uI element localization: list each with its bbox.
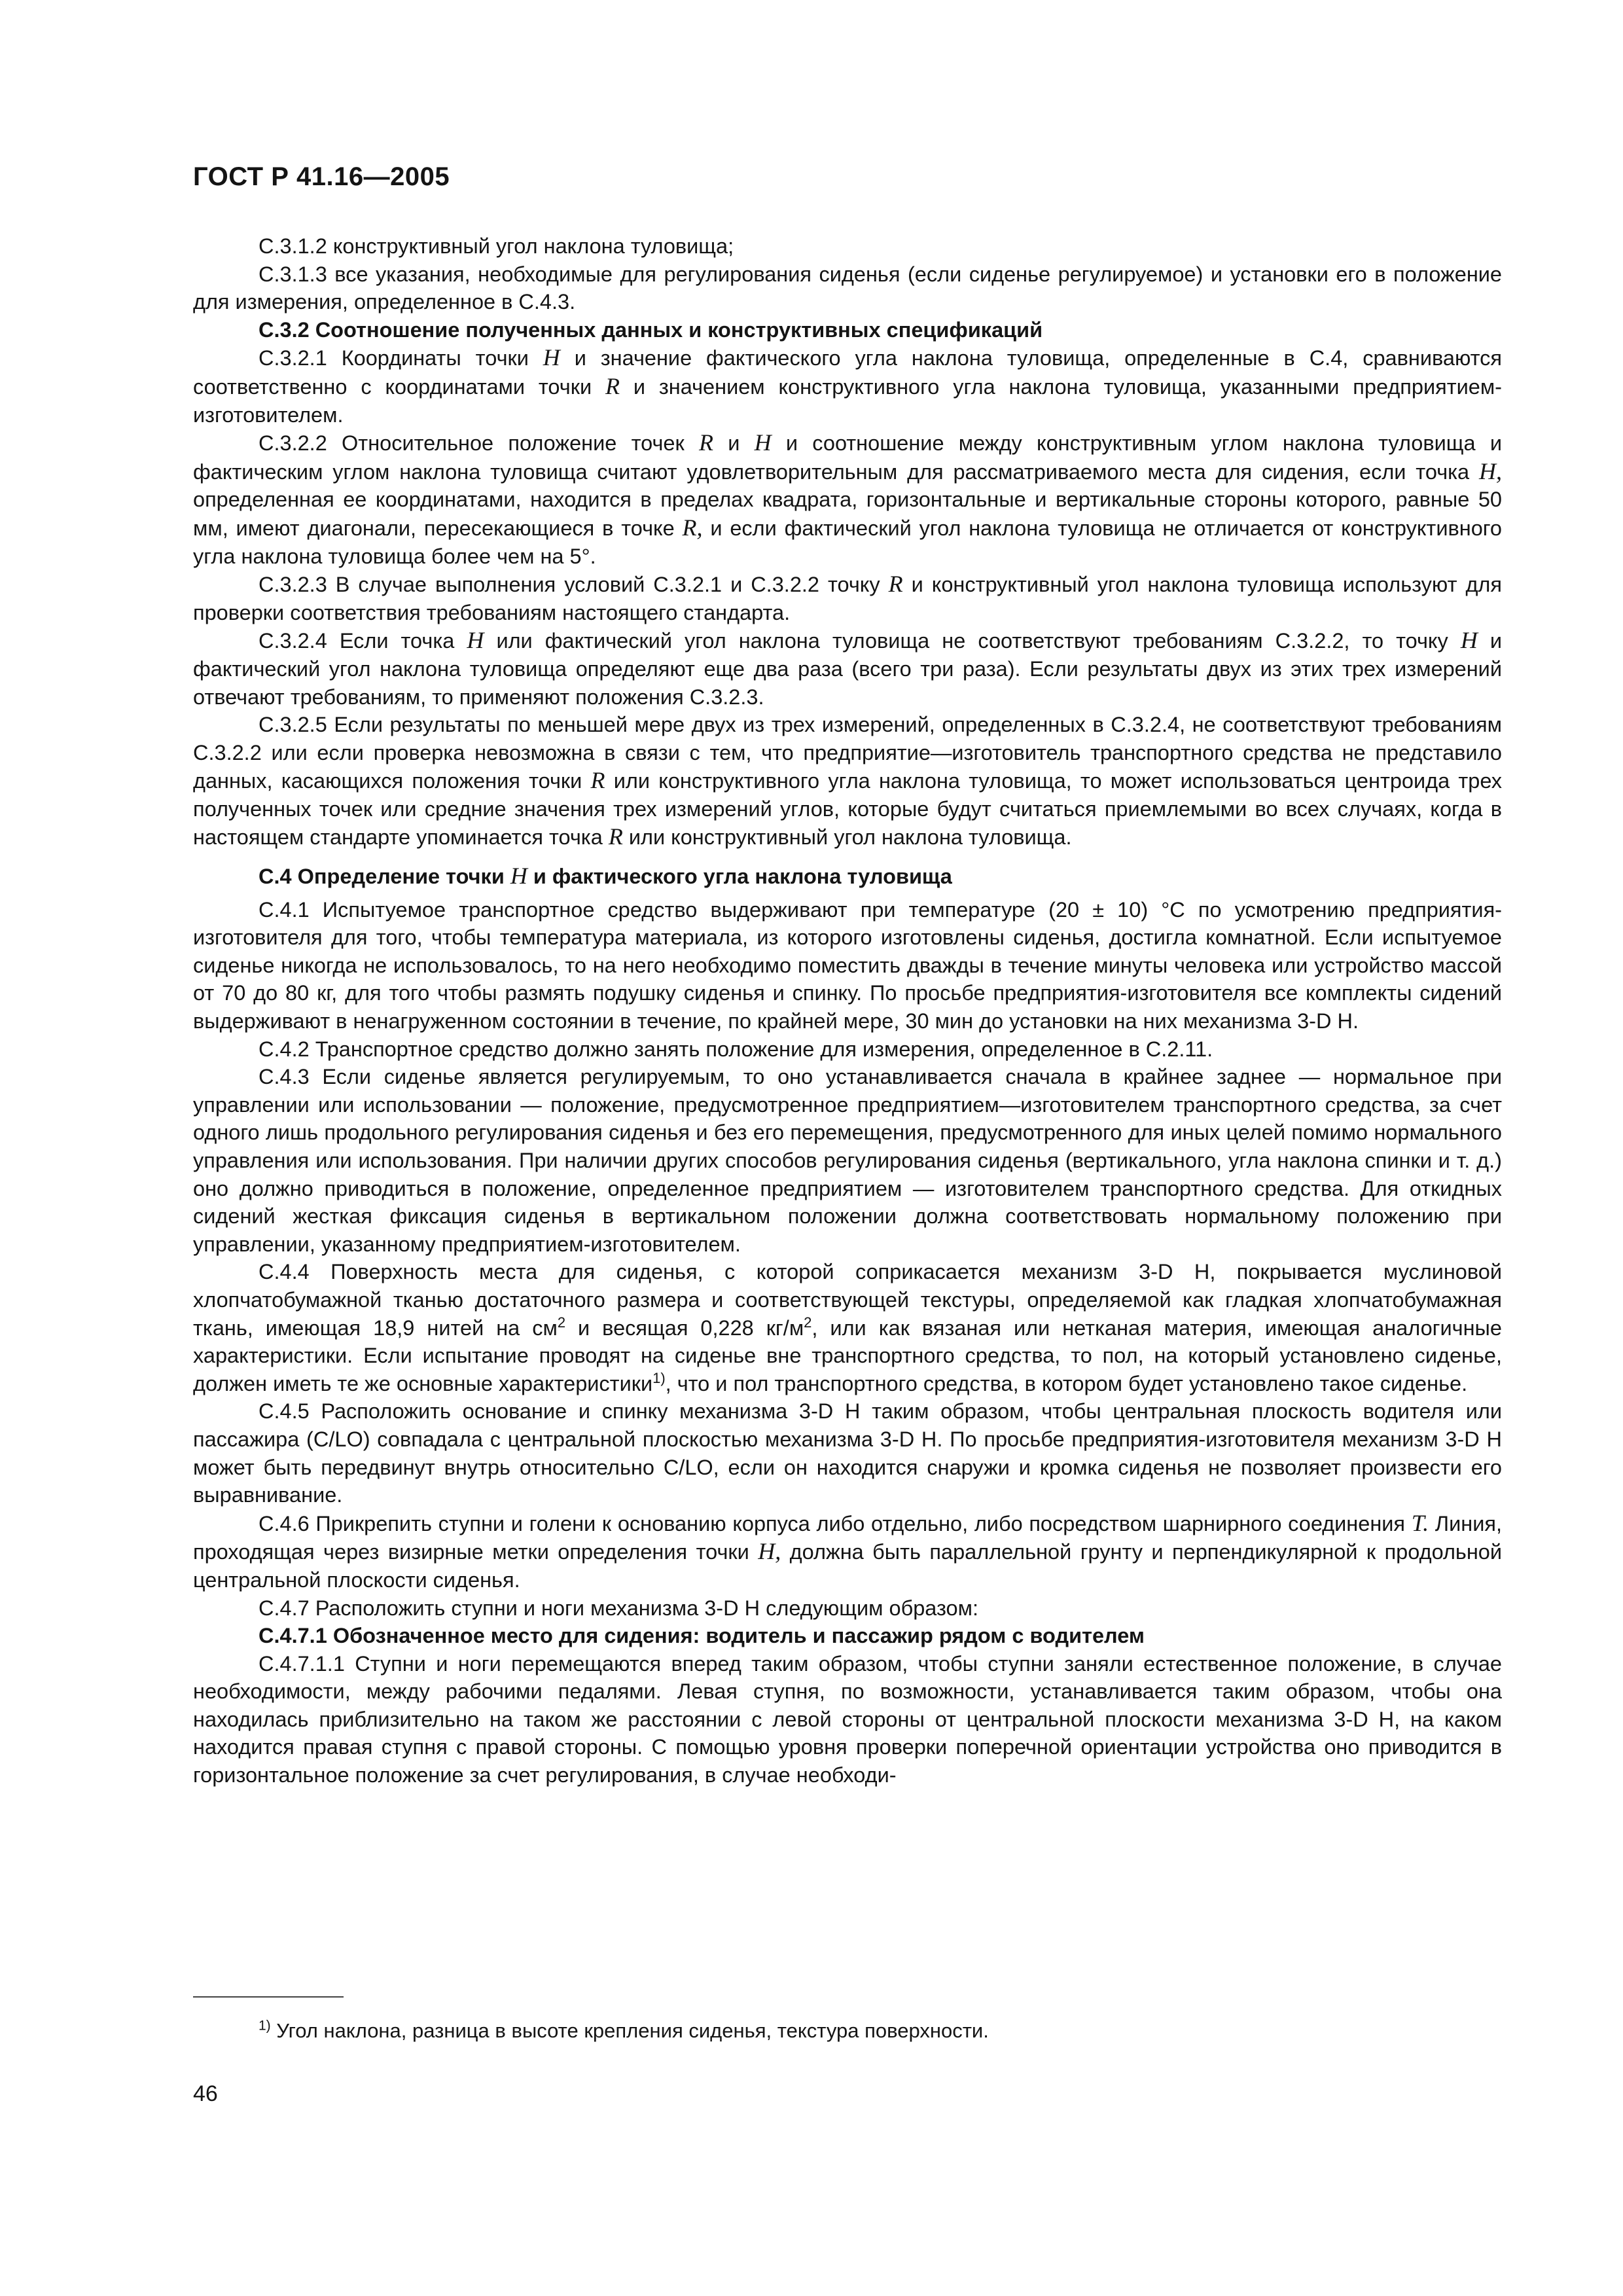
paragraph-c-3-2-4: С.3.2.4 Если точка H или фактический угол наклона туловища не соответствуют требованиям С.3.2.2, то точку H и фактический угол наклона туловища определяют еще два раза (всего три раза). Если результаты двух из этих трех измерений отвечают требованиям, то применяют положения С.3.2.3. xyxy=(193,627,1503,709)
paragraph-c-3-2-2: С.3.2.2 Относительное положение точек R и H и соотношение между конструктивным углом наклона туловища и фактическим углом наклона туловища считают удовлетворительным для рассматриваемого места для сидения, если точка H, определенная ее координатами, находится в пределах квадрата, горизонтальные и вертикальные стороны которого, равные 50 мм, имеют диагонали, пересекающиеся в точке R, и если фактический угол наклона туловища не отличается от конструктивного угла наклона туловища более чем на 5°. xyxy=(193,429,1502,568)
page-number: 46 xyxy=(193,2081,218,2106)
paragraph-c-4-1: С.4.1 Испытуемое транспортное средство выдерживают при температуре (20 ± 10) °С по усмотрению предприятия-изготовителя для того, чтобы температура материала, из которого изготовлены сиденья, достигла комнатной. Если испытуемое сиденье никогда не использовалось, то на него необходимо поместить дважды в течение минуты человека или устройство массой от 70 до 80 кг, для того чтобы размять подушку сиденья и спинку. По просьбе предприятия-изготовителя все комплекты сидений выдерживают в ненагруженном состоянии в течение, по крайней мере, 30 мин до установки на них механизма 3-D H. xyxy=(193,897,1502,1033)
paragraph-c-3-1-3: С.3.1.3 все указания, необходимые для регулирования сиденья (если сиденье регулируемое) и установки его в положение для измерения, определенное в С.4.3. xyxy=(193,262,1502,314)
paragraph-c-3-1-2: С.3.1.2 конструктивный угол наклона туловища; xyxy=(259,234,734,258)
footnote-text: Угол наклона, разница в высоте крепления сиденья, текстура поверхности. xyxy=(270,2019,989,2042)
document-header: ГОСТ Р 41.16—2005 xyxy=(193,162,450,191)
paragraph-c-4-7-1-1: С.4.7.1.1 Ступни и ноги перемещаются вперед таким образом, чтобы ступни заняли естественное положение, в случае необходимости, между рабочими педалями. Левая ступня, по возможности, устанавливается таким образом, чтобы она находилась приблизительно на таком же расстоянии с левой стороны от центральной плоскости механизма 3-D H, на каком находится правая ступня с правой стороны. С помощью уровня проверки поперечной ориентации устройства оно приводится в горизонтальное положение за счет регулирования, в случае необходи- xyxy=(193,1651,1502,1787)
paragraph-c-4-7: С.4.7 Расположить ступни и ноги механизма 3-D H следующим образом: xyxy=(259,1596,979,1620)
footnote-divider xyxy=(193,1996,344,1998)
paragraph-c-3-2-3: С.3.2.3 В случае выполнения условий С.3.2.1 и С.3.2.2 точку R и конструктивный угол наклона туловища используют для проверки соответствия требованиям настоящего стандарта. xyxy=(193,571,1502,624)
footnote-marker: 1) xyxy=(259,2018,271,2034)
paragraph-c-3-2-1: С.3.2.1 Координаты точки H и значение фактического угла наклона туловища, определенные в С.4, сравниваются соответственно с координатами точки R и значением конструктивного угла наклона туловища, указанными предприятием-изготовителем. xyxy=(193,344,1502,427)
paragraph-c-4-6: С.4.6 Прикрепить ступни и голени к основанию корпуса либо отдельно, либо посредством шарнирного соединения T. Линия, проходящая через визирные метки определения точки H, должна быть параллельной грунту и перпендикулярной к продольной центральной плоскости сиденья. xyxy=(193,1509,1503,1592)
paragraph-c-4-2: С.4.2 Транспортное средство должно занять положение для измерения, определенное в С.2.11. xyxy=(259,1037,1213,1061)
heading-c-4: С.4 Определение точки H и фактического угла наклона туловища xyxy=(259,863,952,889)
heading-c-3-2: С.3.2 Соотношение полученных данных и конструктивных спецификаций xyxy=(259,317,1043,342)
heading-c-4-7-1: С.4.7.1 Обозначенное место для сидения: водитель и пассажир рядом с водителем xyxy=(259,1624,1145,1648)
document-body xyxy=(193,232,1502,1789)
paragraph-c-4-5: С.4.5 Расположить основание и спинку механизма 3-D H таким образом, чтобы центральная плоскость водителя или пассажира (C/LO) совпадала с центральной плоскостью механизма 3-D H. По просьбе предприятия-изготовителя механизм 3-D H может быть передвинут внутрь относительно C/LO, если он находится снаружи и кромка сиденья не позволяет произвести его выравнивание. xyxy=(193,1399,1502,1507)
paragraph-c-4-4: С.4.4 Поверхность места для сиденья, с которой соприкасается механизм 3-D H, покрывается муслиновой хлопчатобумажной тканью достаточного размера и соответствующей текстуры, определяемой как гладкая хлопчатобумажная ткань, имеющая 18,9 нитей на $см^2$ и весящая 0,228 $кг/м^2$, или как вязаная или нетканая материя, имеющая аналогичные характеристики. Если испытание проводят на сиденье вне транспортного средства, то пол, на который установлено сиденье, должен иметь те же основные характеристики$^{1)}$, что и пол транспортного средства, в котором будет установлено такое сиденье. xyxy=(193,1260,1502,1395)
paragraph-c-3-2-5: С.3.2.5 Если результаты по меньшей мере двух из трех измерений, определенных в С.3.2.4, не соответствуют требованиям С.3.2.2 или если проверка невозможна в связи с тем, что предприятие—изготовитель транспортного средства не представило данных, касающихся положения точки R или конструктивного угла наклона туловища, то может использоваться центроида трех полученных точек или средние значения трех измерений углов, которые будут считаться приемлемыми во всех случаях, когда в настоящем стандарте упоминается точка R или конструктивный угол наклона туловища. xyxy=(193,713,1502,850)
footnote xyxy=(259,2018,989,2044)
footnote-reference: 1) xyxy=(652,1369,666,1386)
paragraph-c-4-3: С.4.3 Если сиденье является регулируемым, то оно устанавливается сначала в крайнее заднее — нормальное при управлении или использовании — положение, предусмотренное предприятием—изготовителем транспортного средства, за счет одного лишь продольного регулирования сиденья и без его перемещения, предусмотренного для иных целей помимо нормального управления или использования. При наличии других способов регулирования сиденья (вертикального, угла наклона спинки и т. д.) оно должно приводиться в положение, определенное предприятием — изготовителем транспортного средства. Для откидных сидений жесткая фиксация сиденья в вертикальном положении должна соответствовать нормальному положению при управлении, указанному предприятием-изготовителем. xyxy=(193,1065,1502,1256)
